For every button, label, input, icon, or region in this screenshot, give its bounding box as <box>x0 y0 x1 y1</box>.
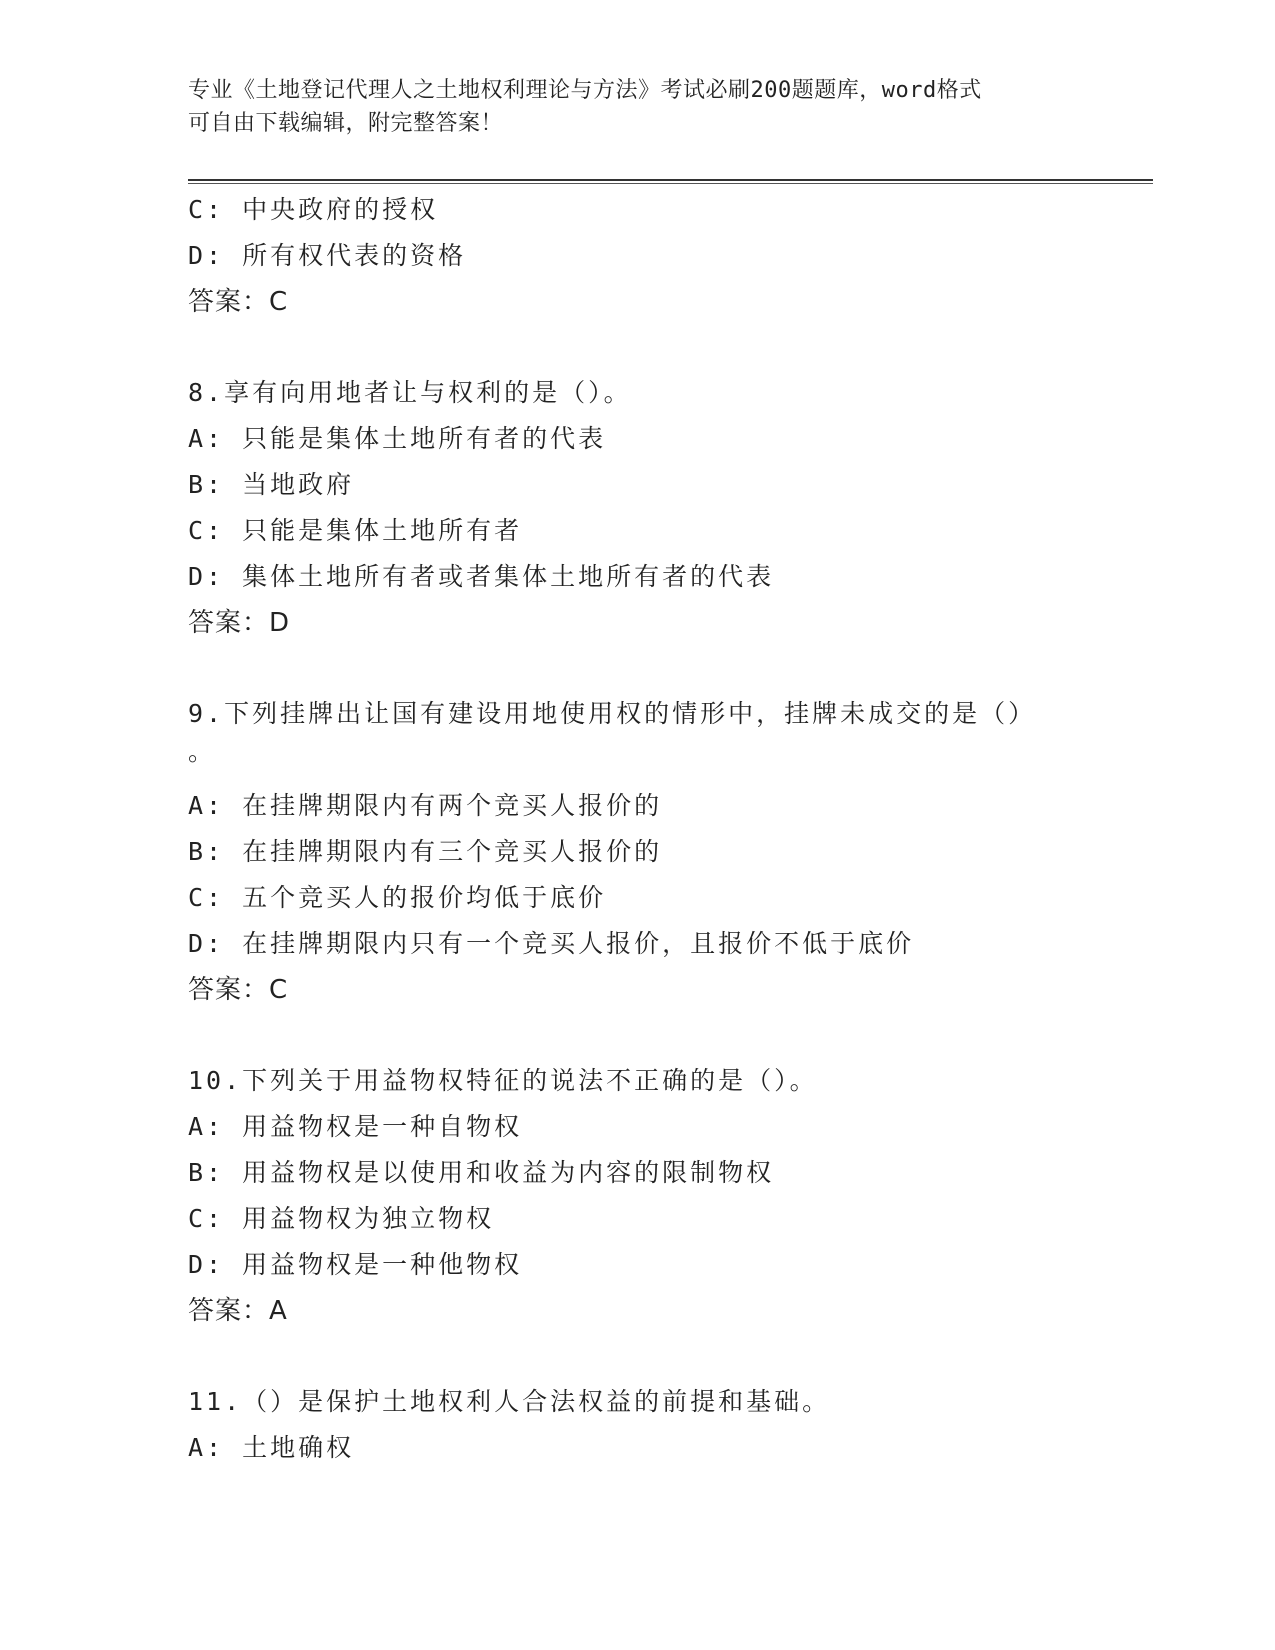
option-d: D: 在挂牌期限内只有一个竞买人报价，且报价不低于底价 <box>188 929 915 958</box>
option-c: C: 只能是集体土地所有者 <box>188 516 523 545</box>
option-a: A: 在挂牌期限内有两个竞买人报价的 <box>188 791 663 820</box>
option-c: C: 中央政府的授权 <box>188 195 439 224</box>
question-8 <box>188 370 1108 646</box>
answer: 答案：C <box>188 975 289 1005</box>
option-b: B: 用益物权是以使用和收益为内容的限制物权 <box>188 1158 775 1187</box>
header-title-line1: 专业《土地登记代理人之土地权利理论与方法》考试必刷200题题库，word格式 <box>188 78 982 103</box>
question-list <box>188 187 1108 1471</box>
question-10 <box>188 1058 1108 1334</box>
question-7-tail <box>188 187 1108 325</box>
option-d: D: 所有权代表的资格 <box>188 241 467 270</box>
option-a: A: 只能是集体土地所有者的代表 <box>188 424 607 453</box>
header-divider-thin <box>188 183 1153 184</box>
option-d: D: 用益物权是一种他物权 <box>188 1250 523 1279</box>
question-stem: 8.享有向用地者让与权利的是（）。 <box>188 378 632 407</box>
header-divider-thick <box>188 179 1153 181</box>
option-d: D: 集体土地所有者或者集体土地所有者的代表 <box>188 562 775 591</box>
question-stem-continuation: 。 <box>188 737 217 766</box>
question-9 <box>188 691 1108 1013</box>
answer: 答案：A <box>188 1296 288 1326</box>
option-b: B: 当地政府 <box>188 470 355 499</box>
answer: 答案：D <box>188 608 291 638</box>
document-header <box>188 74 1088 140</box>
question-stem: 11.（）是保护土地权利人合法权益的前提和基础。 <box>188 1387 831 1416</box>
option-a: A: 用益物权是一种自物权 <box>188 1112 523 1141</box>
option-c: C: 五个竞买人的报价均低于底价 <box>188 883 607 912</box>
question-stem: 10.下列关于用益物权特征的说法不正确的是（）。 <box>188 1066 818 1095</box>
question-stem: 9.下列挂牌出让国有建设用地使用权的情形中，挂牌未成交的是（） <box>188 699 1037 728</box>
header-title-line2: 可自由下载编辑，附完整答案！ <box>188 111 504 136</box>
option-a: A: 土地确权 <box>188 1433 355 1462</box>
answer: 答案：C <box>188 287 289 317</box>
question-11 <box>188 1379 1108 1471</box>
option-b: B: 在挂牌期限内有三个竞买人报价的 <box>188 837 663 866</box>
option-c: C: 用益物权为独立物权 <box>188 1204 495 1233</box>
